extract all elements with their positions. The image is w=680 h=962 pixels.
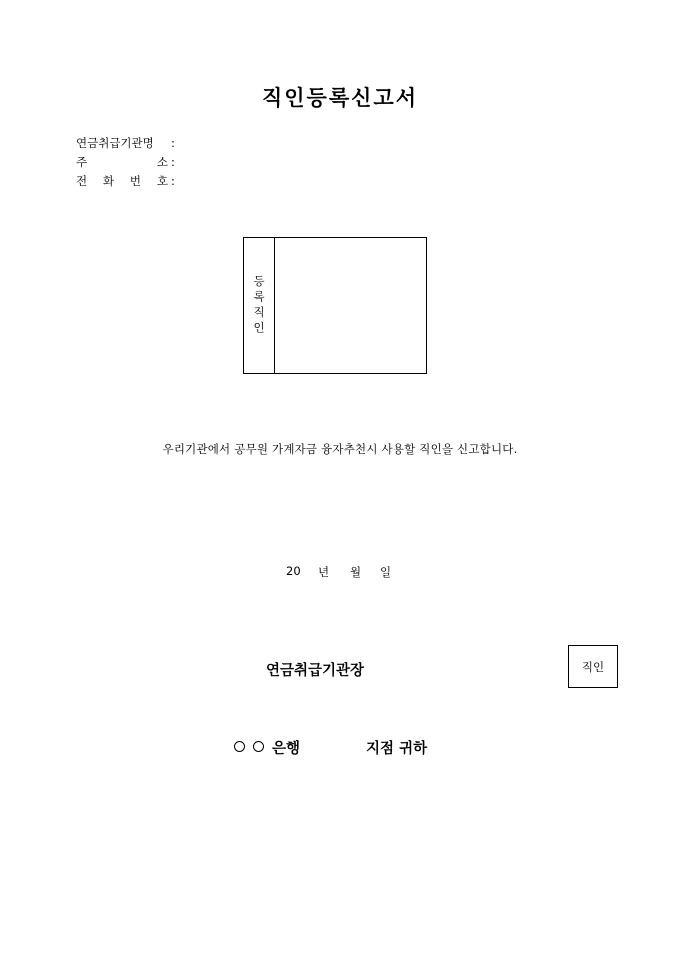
date-month: 월	[350, 565, 362, 579]
seal-label: 등록직인	[244, 238, 275, 373]
seal-impression-area	[275, 238, 426, 373]
address-label: 주 소	[76, 155, 168, 169]
registered-seal-box	[243, 237, 427, 374]
branch-label: 지점 귀하	[366, 740, 428, 757]
recipient-line	[234, 737, 427, 758]
blank-circle-icon	[234, 741, 245, 752]
document-title: 직인등록신고서	[261, 85, 418, 110]
institution-info	[76, 134, 175, 191]
org-name-label: 연금취급기관명	[76, 136, 154, 150]
date-year: 년	[318, 565, 330, 579]
org-name-row	[76, 134, 175, 153]
bank-label: 은행	[272, 740, 301, 757]
colon: :	[171, 155, 175, 169]
phone-label: 전 화 번 호	[76, 174, 168, 188]
phone-row	[76, 172, 175, 191]
colon: :	[171, 136, 175, 150]
date-day: 일	[380, 565, 392, 579]
blank-circle-icon	[253, 741, 264, 752]
address-row	[76, 153, 175, 172]
date-year-prefix: 20	[286, 564, 301, 578]
colon: :	[171, 174, 175, 188]
official-stamp-box: 직인	[568, 645, 618, 688]
date-line	[286, 564, 391, 580]
declaration-statement: 우리기관에서 공무원 가계자금 융자추천시 사용할 직인을 신고합니다.	[162, 442, 518, 456]
institution-head: 연금취급기관장	[265, 662, 365, 679]
